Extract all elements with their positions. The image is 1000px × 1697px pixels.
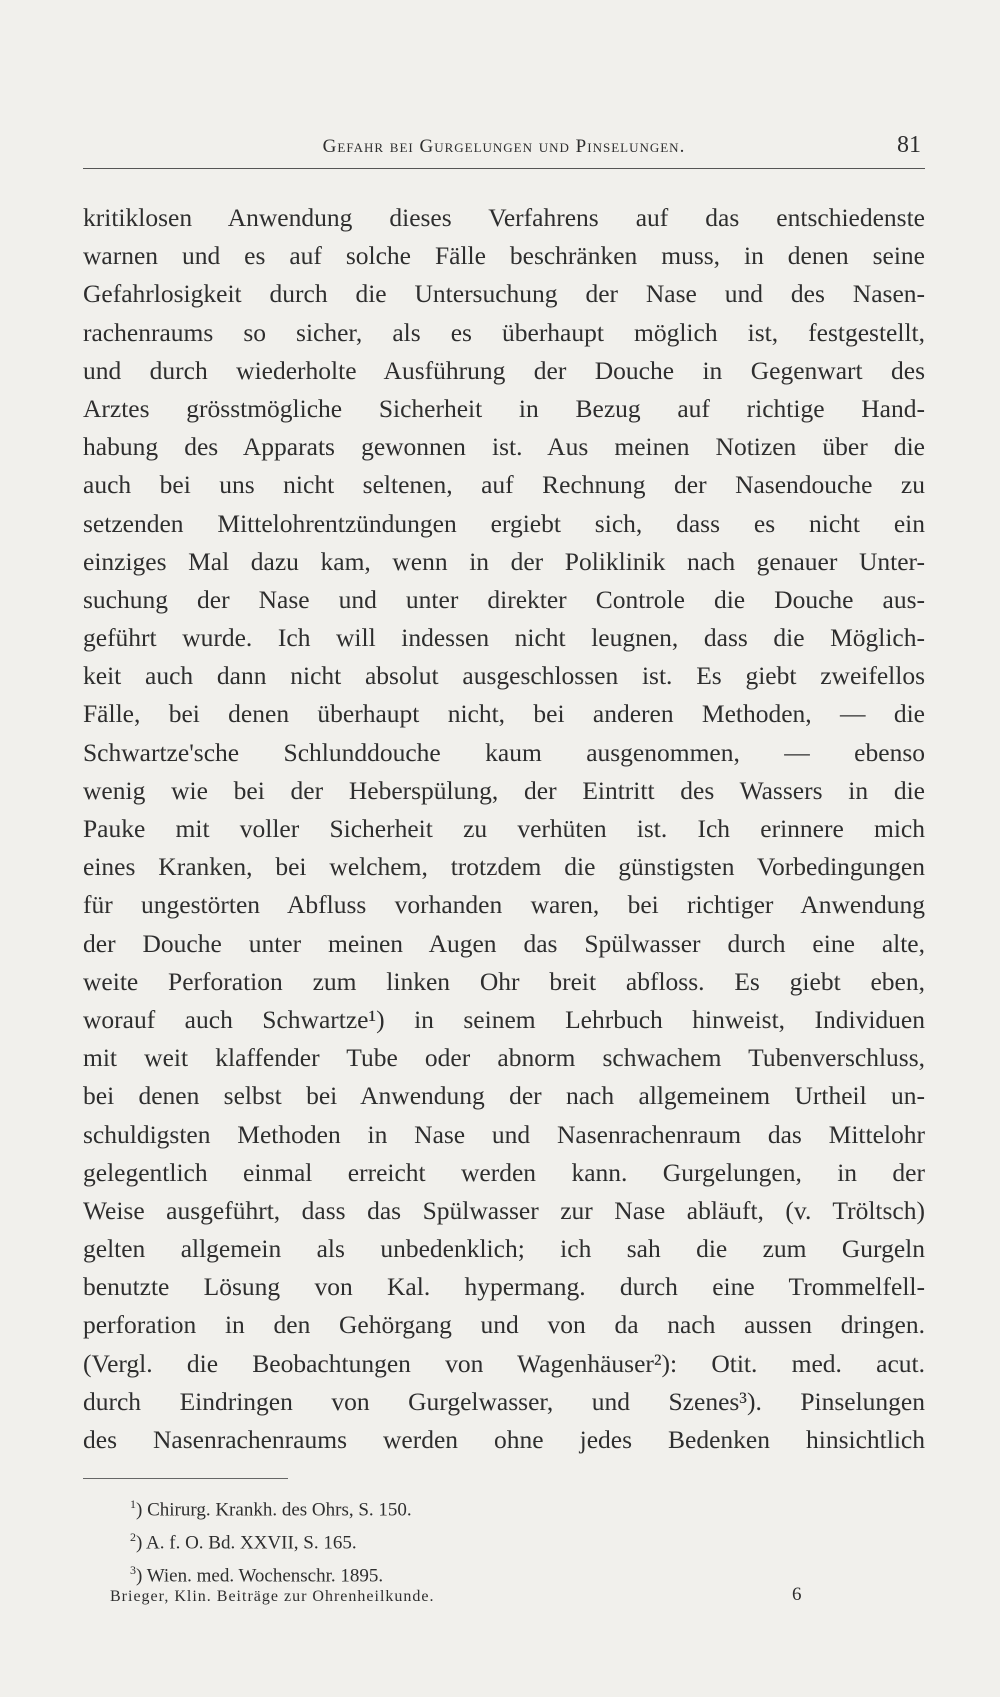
text-line: worauf auch Schwartze¹) in seinem Lehrbuch hinweist, Individuen [83,1004,925,1034]
text-line: Fälle, bei denen überhaupt nicht, bei anderen Methoden, — die [83,699,925,729]
header-rule [83,168,925,169]
text-line: setzenden Mittelohrentzündungen ergiebt sich, dass es nicht ein [83,508,925,538]
text-line: für ungestörten Abfluss vorhanden waren, bei richtiger Anwendung [83,890,925,920]
text-line: rachenraums so sicher, als es überhaupt möglich ist, festgestellt, [83,317,925,347]
text-line: Arztes grösstmögliche Sicherheit in Bezug auf richtige Hand- [83,393,925,423]
text-line: und durch wiederholte Ausführung der Douche in Gegenwart des [83,355,925,385]
running-title: Gefahr bei Gurgelungen und Pinselungen. [322,136,686,157]
signature-mark: 6 [792,1584,802,1605]
text-line: gelten allgemein als unbedenklich; ich sah die zum Gurgeln [83,1234,925,1264]
text-line: suchung der Nase und unter direkter Controle die Douche aus- [83,584,925,614]
footer-source: Brieger, Klin. Beiträge zur Ohrenheilkunde. [110,1588,435,1605]
footnote-paren: ) [136,1532,147,1554]
text-line: Pauke mit voller Sicherheit zu verhüten ist. Ich erinnere mich [83,814,925,843]
footnote-mark: 2 [130,1530,136,1544]
page-number: 81 [897,132,921,158]
footnote-mark: 3 [130,1563,136,1577]
text-line: gelegentlich einmal erreicht werden kann. Gurgelungen, in der [83,1157,925,1187]
footnote-paren: ) [136,1499,148,1521]
text-line: benutzte Lösung von Kal. hypermang. durch eine Trommelfell- [83,1272,925,1302]
footnote-rule [83,1478,288,1479]
footnote-mark: 1 [130,1497,136,1511]
body-text [83,199,925,1459]
text-line: einziges Mal dazu kam, wenn in der Poliklinik nach genauer Unter- [83,546,925,576]
text-line: Weise ausgeführt, dass das Spülwasser zur Nase abläuft, (v. Tröltsch) [83,1195,925,1225]
text-line: wenig wie bei der Heberspülung, der Eintritt des Wassers in die [83,775,925,805]
footnote-text: Chirurg. Krankh. des Ohrs, S. 150. [147,1499,412,1521]
text-line: der Douche unter meinen Augen das Spülwasser durch eine alte, [83,928,925,958]
text-line: bei denen selbst bei Anwendung der nach allgemeinem Urtheil un- [83,1081,925,1111]
text-line: kritiklosen Anwendung dieses Verfahrens auf das entschiedenste [83,203,925,232]
text-line: geführt wurde. Ich will indessen nicht leugnen, dass die Möglich- [83,623,925,653]
footnote [130,1521,412,1554]
text-line: eines Kranken, bei welchem, trotzdem die günstigsten Vorbedingungen [83,852,925,882]
text-line: schuldigsten Methoden in Nase und Nasenrachenraum das Mittelohr [83,1119,925,1149]
text-line: durch Eindringen von Gurgelwasser, und Szenes³). Pinselungen [83,1386,925,1416]
page-footer [110,1584,810,1614]
text-line: des Nasenrachenraums werden ohne jedes Bedenken hinsichtlich [83,1425,925,1454]
footnote-paren: ) [136,1565,147,1587]
text-line: mit weit klaffender Tube oder abnorm schwachem Tubenverschluss, [83,1043,925,1073]
text-line: perforation in den Gehörgang und von da nach aussen dringen. [83,1310,925,1340]
footnote-text: A. f. O. Bd. XXVII, S. 165. [146,1532,357,1554]
footnote-text: Wien. med. Wochenschr. 1895. [146,1565,384,1587]
text-line: auch bei uns nicht seltenen, auf Rechnung der Nasendouche zu [83,470,925,500]
text-line: (Vergl. die Beobachtungen von Wagenhäuser²): Otit. med. acut. [83,1348,925,1378]
footnote [130,1554,412,1587]
text-line: keit auch dann nicht absolut ausgeschlossen ist. Es giebt zweifellos [83,661,925,691]
page-header [83,132,925,168]
text-line: Gefahrlosigkeit durch die Untersuchung der Nase und des Nasen- [83,279,925,309]
text-line: warnen und es auf solche Fälle beschränken muss, in denen seine [83,241,925,271]
text-line: habung des Apparats gewonnen ist. Aus meinen Notizen über die [83,432,925,462]
text-line: weite Perforation zum linken Ohr breit abfloss. Es giebt eben, [83,966,925,996]
footnotes [130,1488,412,1587]
footnote [130,1488,412,1521]
text-line: Schwartze'sche Schlunddouche kaum ausgenommen, — ebenso [83,737,925,767]
